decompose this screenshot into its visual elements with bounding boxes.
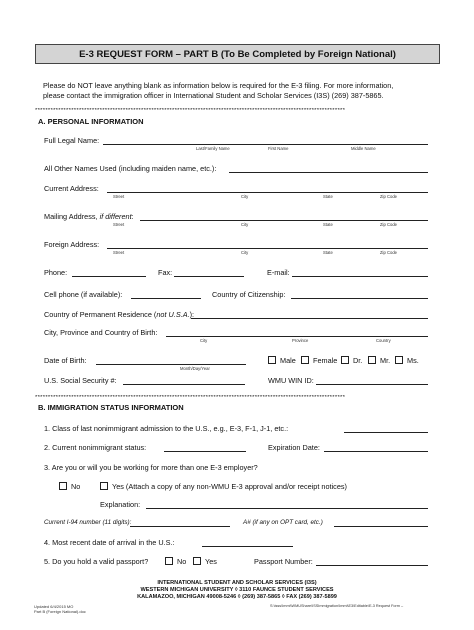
- ms-checkbox[interactable]: [395, 356, 403, 364]
- star-divider-1: ************************************************************************************************************************: [35, 108, 346, 114]
- other-names-field[interactable]: [229, 172, 428, 173]
- q1-label: 1. Class of last nonimmigrant admission to the U.S., e.g., E-3, F-1, J-1, etc.:: [44, 424, 289, 433]
- sub-state: State: [323, 194, 333, 199]
- fax-label: Fax:: [158, 268, 173, 277]
- passport-yes-label: Yes: [205, 557, 217, 566]
- expiration-field[interactable]: [324, 451, 428, 452]
- current-address-field[interactable]: [107, 192, 428, 193]
- wmu-win-field[interactable]: [316, 384, 428, 385]
- section-a-heading: A. PERSONAL INFORMATION: [38, 117, 144, 126]
- q3-no-label: No: [71, 482, 81, 491]
- passport-number-label: Passport Number:: [254, 557, 313, 566]
- current-address-label: Current Address:: [44, 184, 99, 193]
- q5-label: 5. Do you hold a valid passport?: [44, 557, 149, 566]
- footer-part-b: Part B (Foreign National).doc: [34, 609, 86, 614]
- full-legal-name-field[interactable]: [103, 144, 428, 145]
- cell-phone-label: Cell phone (if available):: [44, 290, 123, 299]
- sub-first-name: First Name: [268, 146, 289, 151]
- dr-checkbox[interactable]: [341, 356, 349, 364]
- country-citizenship-label: Country of Citizenship:: [212, 290, 286, 299]
- sub-city-birth: City: [200, 338, 208, 343]
- female-label: Female: [313, 356, 338, 365]
- foreign-address-field[interactable]: [107, 248, 428, 249]
- current-i94-field[interactable]: [130, 526, 230, 527]
- country-residence-field[interactable]: [191, 318, 428, 319]
- mr-checkbox[interactable]: [368, 356, 376, 364]
- sub-zip: Zip Code: [380, 194, 397, 199]
- email-label: E-mail:: [267, 268, 290, 277]
- ssn-field[interactable]: [123, 384, 245, 385]
- mr-label: Mr.: [380, 356, 391, 365]
- foreign-address-label: Foreign Address:: [44, 240, 100, 249]
- q3-yes-label: Yes (Attach a copy of any non-WMU E-3 approval and/or receipt notices): [112, 482, 347, 491]
- fax-field[interactable]: [174, 276, 244, 277]
- intro-line-1: Please do NOT leave anything blank as information below is required for the E-3 filing. For more information,: [43, 81, 394, 90]
- other-names-label: All Other Names Used (including maiden name, etc.):: [44, 164, 217, 173]
- footer-line-2: WESTERN MICHIGAN UNIVERSITY ◊ 3110 FAUNCE STUDENT SERVICES: [140, 587, 334, 593]
- wmu-win-label: WMU WIN ID:: [268, 376, 314, 385]
- sub-street: Street: [113, 222, 125, 227]
- q3-label: 3. Are you or will you be working for more than one E-3 employer?: [44, 463, 258, 472]
- explanation-field[interactable]: [146, 508, 428, 509]
- mailing-address-label: Mailing Address, if different:: [44, 212, 134, 221]
- dr-label: Dr.: [353, 356, 363, 365]
- country-residence-label: Country of Permanent Residence (not U.S.A.):: [44, 310, 195, 319]
- section-b-heading: B. IMMIGRATION STATUS INFORMATION: [38, 403, 184, 412]
- footer-line-3: KALAMAZOO, MICHIGAN 49008-5246 ◊ (269) 387-5865 ◊ FAX (269) 387-5899: [137, 594, 337, 600]
- dob-field[interactable]: [96, 364, 246, 365]
- sub-middle-name: Middle Name: [351, 146, 376, 151]
- female-checkbox[interactable]: [301, 356, 309, 364]
- city-birth-field[interactable]: [166, 336, 428, 337]
- mailing-address-field[interactable]: [140, 220, 428, 221]
- full-legal-name-label: Full Legal Name:: [44, 136, 100, 145]
- country-citizenship-field[interactable]: [291, 298, 428, 299]
- q2-label: 2. Current nonimmigrant status:: [44, 443, 147, 452]
- footer-line-1: INTERNATIONAL STUDENT AND SCHOLAR SERVICES (I3S): [157, 580, 317, 586]
- sub-city: City: [241, 250, 249, 255]
- q4-field[interactable]: [202, 546, 293, 547]
- passport-no-label: No: [177, 557, 187, 566]
- sub-zip: Zip Code: [380, 222, 397, 227]
- sub-city: City: [241, 222, 249, 227]
- cell-phone-field[interactable]: [131, 298, 201, 299]
- ms-label: Ms.: [407, 356, 419, 365]
- q3-yes-checkbox[interactable]: [100, 482, 108, 490]
- male-label: Male: [280, 356, 296, 365]
- sub-state: State: [323, 250, 333, 255]
- sub-last-name: Last/Family Name: [196, 146, 230, 151]
- male-checkbox[interactable]: [268, 356, 276, 364]
- form-title: E-3 REQUEST FORM – PART B (To Be Completed by Foreign National): [35, 44, 440, 64]
- sub-street: Street: [113, 250, 125, 255]
- sub-zip: Zip Code: [380, 250, 397, 255]
- q3-no-checkbox[interactable]: [59, 482, 67, 490]
- footer-updated: Updated 6/4/2015 MO: [34, 604, 74, 609]
- q1-field[interactable]: [344, 432, 428, 433]
- email-field[interactable]: [292, 276, 428, 277]
- explanation-label: Explanation:: [100, 500, 141, 509]
- sub-street: Street: [113, 194, 125, 199]
- current-i94-label: Current I-94 number (11 digits):: [44, 519, 132, 526]
- a-number-field[interactable]: [334, 526, 428, 527]
- a-number-label: A# (if any on OPT card, etc.): [243, 519, 323, 526]
- star-divider-2: ************************************************************************************************************************: [35, 395, 346, 401]
- phone-label: Phone:: [44, 268, 68, 277]
- intro-line-2: please contact the immigration officer in International Student and Scholar Services (I3S) (269) 387-5865.: [43, 91, 384, 100]
- sub-province: Province: [292, 338, 309, 343]
- sub-country: Country: [376, 338, 391, 343]
- phone-field[interactable]: [72, 276, 146, 277]
- city-birth-label: City, Province and Country of Birth:: [44, 328, 158, 337]
- passport-number-field[interactable]: [316, 565, 428, 566]
- passport-yes-checkbox[interactable]: [193, 557, 201, 565]
- sub-dob: Month/Day/Year: [180, 366, 210, 371]
- q4-label: 4. Most recent date of arrival in the U.S.:: [44, 538, 175, 547]
- expiration-label: Expiration Date:: [268, 443, 320, 452]
- q2-field[interactable]: [164, 451, 246, 452]
- sub-city: City: [241, 194, 249, 199]
- dob-label: Date of Birth:: [44, 356, 87, 365]
- sub-state: State: [323, 222, 333, 227]
- ssn-label: U.S. Social Security #:: [44, 376, 117, 385]
- passport-no-checkbox[interactable]: [165, 557, 173, 565]
- footer-path: S:\isss\Immi\WMUShare\ISSImmigration\Immi\E3\Editable\E-3 Request Form –: [270, 604, 404, 608]
